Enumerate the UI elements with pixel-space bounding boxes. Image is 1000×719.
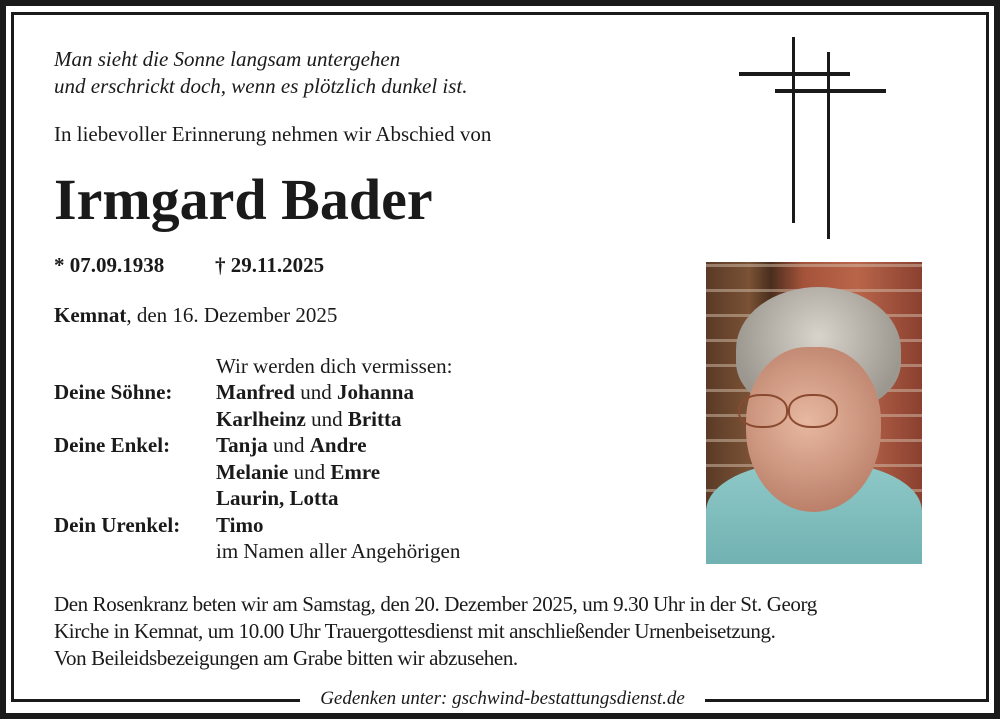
separator: und (267, 433, 310, 457)
name-a: Laurin, Lotta (216, 486, 339, 510)
all-relatives: im Namen aller Angehörigen (216, 539, 461, 563)
cross-icon (827, 52, 830, 239)
family-names (216, 460, 380, 485)
cross-icon (792, 37, 795, 223)
family-names (216, 380, 414, 405)
family-names (216, 433, 367, 458)
date: , den 16. Dezember 2025 (126, 303, 338, 327)
verse-line-1: Man sieht die Sonne langsam untergehen (54, 47, 401, 71)
miss-text: Wir werden dich vermissen: (216, 354, 453, 378)
name-a: Melanie (216, 459, 289, 484)
family-label: Deine Söhne: (54, 380, 173, 404)
name-a: Manfred (216, 380, 295, 404)
deceased-name: Irmgard Bader (54, 167, 433, 232)
intro-text: In liebevoller Erinnerung nehmen wir Abschied von (54, 122, 492, 146)
family-names (216, 407, 401, 432)
family-label: Dein Urenkel: (54, 512, 181, 537)
portrait-photo (706, 262, 922, 564)
name-b: Johanna (336, 380, 414, 404)
notice-line-2: Kirche in Kemnat, um 10.00 Uhr Trauergottesdienst mit anschließender Urnenbeisetzung. (54, 619, 776, 643)
place: Kemnat (54, 303, 127, 327)
separator: und (305, 406, 348, 431)
birth-date: * 07.09.1938 (54, 253, 165, 277)
name-b: Britta (347, 406, 402, 431)
name-a: Timo (216, 512, 264, 537)
cross-icon (739, 72, 850, 76)
name-b: Emre (330, 459, 381, 484)
family-names (216, 486, 339, 511)
name-b: Andre (309, 433, 367, 457)
family-names (216, 513, 263, 538)
footer-link[interactable]: Gedenken unter: gschwind-bestattungsdienst.de (300, 688, 705, 710)
separator: und (294, 380, 337, 404)
family-label: Deine Enkel: (54, 433, 171, 457)
separator: und (288, 459, 331, 484)
notice-line-3: Von Beileidsbezeigungen am Grabe bitten wir abzusehen. (54, 646, 518, 670)
notice-line-1: Den Rosenkranz beten wir am Samstag, den 20. Dezember 2025, um 9.30 Uhr in der St. Georg (54, 592, 817, 616)
death-date: † 29.11.2025 (215, 253, 325, 277)
name-a: Karlheinz (216, 406, 306, 431)
verse-line-2: und erschrickt doch, wenn es plötzlich dunkel ist. (54, 74, 468, 98)
place-date (54, 303, 337, 328)
cross-icon (775, 89, 886, 93)
name-a: Tanja (216, 433, 268, 457)
